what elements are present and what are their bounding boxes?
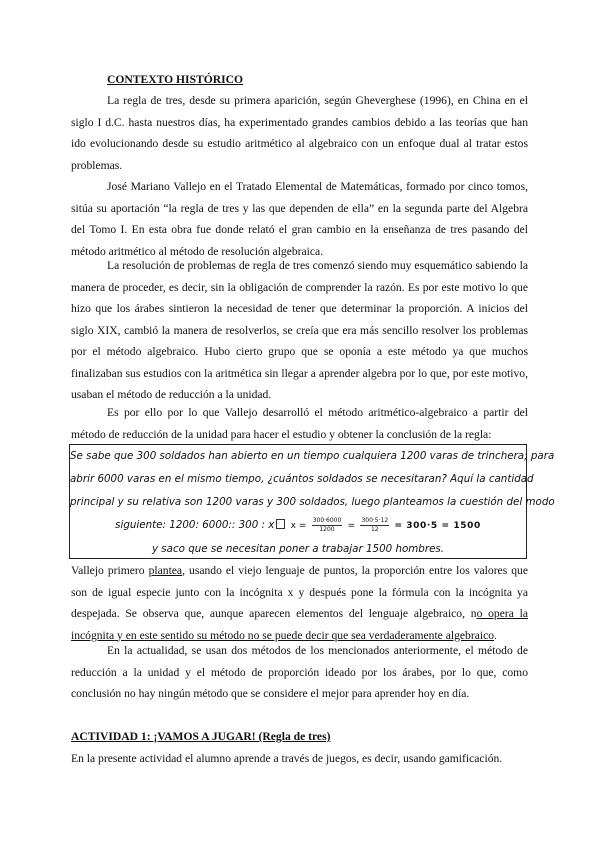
quote-box: [69, 444, 555, 559]
p5-text-b: , usando el viejo lenguaje de puntos, la proporción entre los valores que son de igual especie junto con la incógnita x y después pone la fórmula con la incógnita ya despejada. Se observa que, aunque aparecen elementos del lenguaje algebraico, n: [71, 564, 528, 620]
p5-text-a: Vallejo primero: [71, 564, 149, 577]
paragraph-4: Es por ello por lo que Vallejo desarrolló el método aritmético-algebraico a partir del método de reducción de la unidad para hacer el estudio y obtener la conclusión de la regla:: [71, 406, 528, 441]
quote-line-3: principal y su relativa son 1200 varas y 300 soldados, luego planteamos la cuestión del modo: [70, 496, 555, 508]
paragraph-1: La regla de tres, desde su primera aparición, según Gheverghese (1996), en China en el siglo I d.C. hasta nuestros días, ha experimentado grandes cambios debido a las teorías que han ido evolucionando desde su estudio aritmético al algebraico con un enfoque dual al tratar estos problemas.: [71, 94, 528, 172]
fraction-2: [360, 517, 389, 534]
quote-line-4: [70, 514, 526, 538]
section-heading: CONTEXTO HISTÓRICO: [107, 73, 244, 86]
fraction-1: [312, 517, 343, 534]
quote-line-5: y saco que se necesitan poner a trabajar 1500 hombres.: [151, 543, 445, 555]
quote-line-2: abrir 6000 varas en el mismo tiempo, ¿cuántos soldados se necesitaran? Aquí la cantidad: [70, 473, 534, 485]
equation-result: = 300·5 = 1500: [394, 521, 481, 531]
fraction-2-numerator: 300·5·12: [361, 516, 389, 524]
paragraph-5: [71, 560, 528, 646]
missing-glyph-icon: [276, 519, 285, 529]
paragraph-6: En la actualidad, se usan dos métodos de los mencionados anteriormente, el método de reducción a la unidad y el método de proporción ideado por los árabes, por lo que, como conclusión no hay ningún método que se considere el mejor para aprender hoy en día.: [71, 644, 528, 700]
p5-underlined-conclusion: o opera la incógnita y en este sentido su método no se puede decir que sea verdaderamente algebraico: [71, 607, 528, 642]
fraction-1-numerator: 300·6000: [312, 516, 342, 524]
quote-line-1: Se sabe que 300 soldados han abierto en un tiempo cualquiera 1200 varas de trinchera; para: [70, 450, 555, 462]
p5-underlined-plantea: plantea: [148, 564, 183, 577]
paragraph-7: En la presente actividad el alumno aprende a través de juegos, es decir, usando gamificación.: [71, 752, 503, 765]
p5-text-c: .: [494, 628, 497, 642]
proportion-text: siguiente: 1200: 6000:: 300 : x: [115, 519, 275, 531]
fraction-2-denominator: 12: [370, 525, 379, 533]
paragraph-3: La resolución de problemas de regla de tres comenzó siendo muy esquemático sabiendo la manera de proceder, es decir, sin la obligación de comprender la razón. Es por este motivo lo que hizo que los árabes sintieron la necesidad de tener que determinar la proporción. A inicios del siglo XIX, cambió la manera de resolverlos, se creía que era más sencillo resolver los problemas por el método algebraico. Hubo cierto grupo que se oponía a este método ya que muchos finalizaban sus estudios con la aritmética sin llegar a aprender algebra por lo que, por este motivo, usaban el método de reducción a la unidad.: [71, 259, 528, 401]
activity-title: ACTIVIDAD 1: ¡VAMOS A JUGAR! (Regla de tres): [71, 730, 331, 743]
equation-x: x =: [290, 521, 307, 531]
fraction-1-denominator: 1200: [319, 525, 335, 533]
equals-sign: =: [347, 521, 356, 531]
paragraph-2: José Mariano Vallejo en el Tratado Elemental de Matemáticas, formado por cinco tomos, sitúa su aportación “la regla de tres y las que dependen de ella” en la segunda parte del Algebra del Tomo I. En esta obra fue donde relató el gran cambio en la enseñanza de tres pasando del método aritmético al método de resolución algebraica.: [71, 180, 528, 258]
